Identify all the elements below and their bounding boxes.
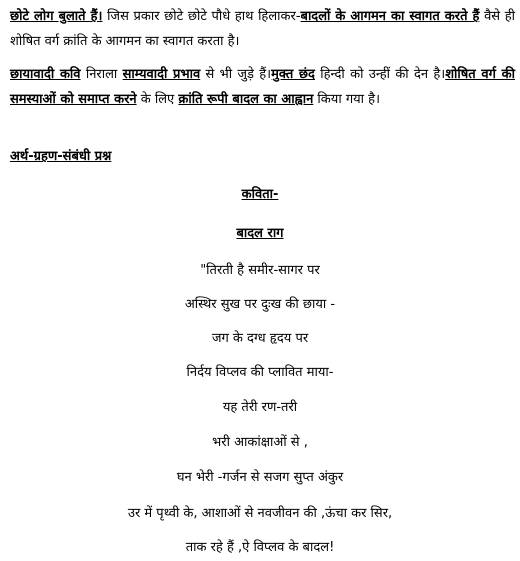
poem-title: बादल राग (236, 226, 284, 241)
emphasis-mukt-chhand: मुक्त छंद (271, 67, 315, 82)
poem-line: निर्दय विप्लव की प्लावित माया- (186, 365, 334, 380)
text-segment: के लिए (136, 92, 179, 107)
poem-line: उर में पृथ्वी के, आशाओं से नवजीवन की ,ऊंचा कर सिर, (127, 506, 393, 521)
poem-line: जग के दग्ध हृदय पर (211, 331, 309, 346)
poem-line: ताक रहे हैं ,ऐ विप्लव के बादल! (185, 540, 335, 555)
text-segment: किया गया है। (313, 92, 381, 107)
text-segment: जिस प्रकार छोटे छोटे पौधे हाथ हिलाकर- (102, 9, 301, 24)
paragraph-intro (10, 4, 515, 54)
emphasis-chhote-log: छोटे लोग बुलाते हैं। (10, 9, 103, 24)
poem-line: भरी आकांक्षाओं से , (212, 435, 308, 450)
text-segment: वैसे ही शोषित वर्ग क्रांति के आगमन का स्वागत करता है। (10, 9, 515, 49)
paragraph-nirala (10, 62, 515, 112)
poem-line: घन भेरी -गर्जन से सजग सुप्त अंकुर (176, 470, 344, 485)
emphasis-samyavadi-prabhav: साम्यवादी प्रभाव (122, 67, 201, 82)
emphasis-badalon-swagat: बादलों के आगमन का स्वागत करते हैं (300, 9, 480, 24)
poem-line: "तिरती है समीर-सागर पर (200, 263, 320, 278)
emphasis-shoshit-varg: शोषित वर्ग की समस्याओं को समाप्त करने (10, 67, 515, 107)
section-heading: अर्थ-ग्रहण-संबंधी प्रश्न (10, 149, 112, 164)
poem-label: कविता- (241, 187, 279, 202)
poem-line: अस्थिर सुख पर दुःख की छाया - (184, 297, 336, 312)
text-segment: निराला (80, 67, 123, 82)
text-segment: हिन्दी को उन्हीं की देन है। (314, 67, 446, 82)
text-segment: से भी जुड़े हैं। (200, 67, 272, 82)
emphasis-chhayavadi-kavi: छायावादी कवि (10, 67, 81, 82)
emphasis-kranti-badal: क्रांति रूपी बादल का आह्वान (178, 92, 314, 107)
poem-line: यह तेरी रण-तरी (222, 400, 298, 415)
